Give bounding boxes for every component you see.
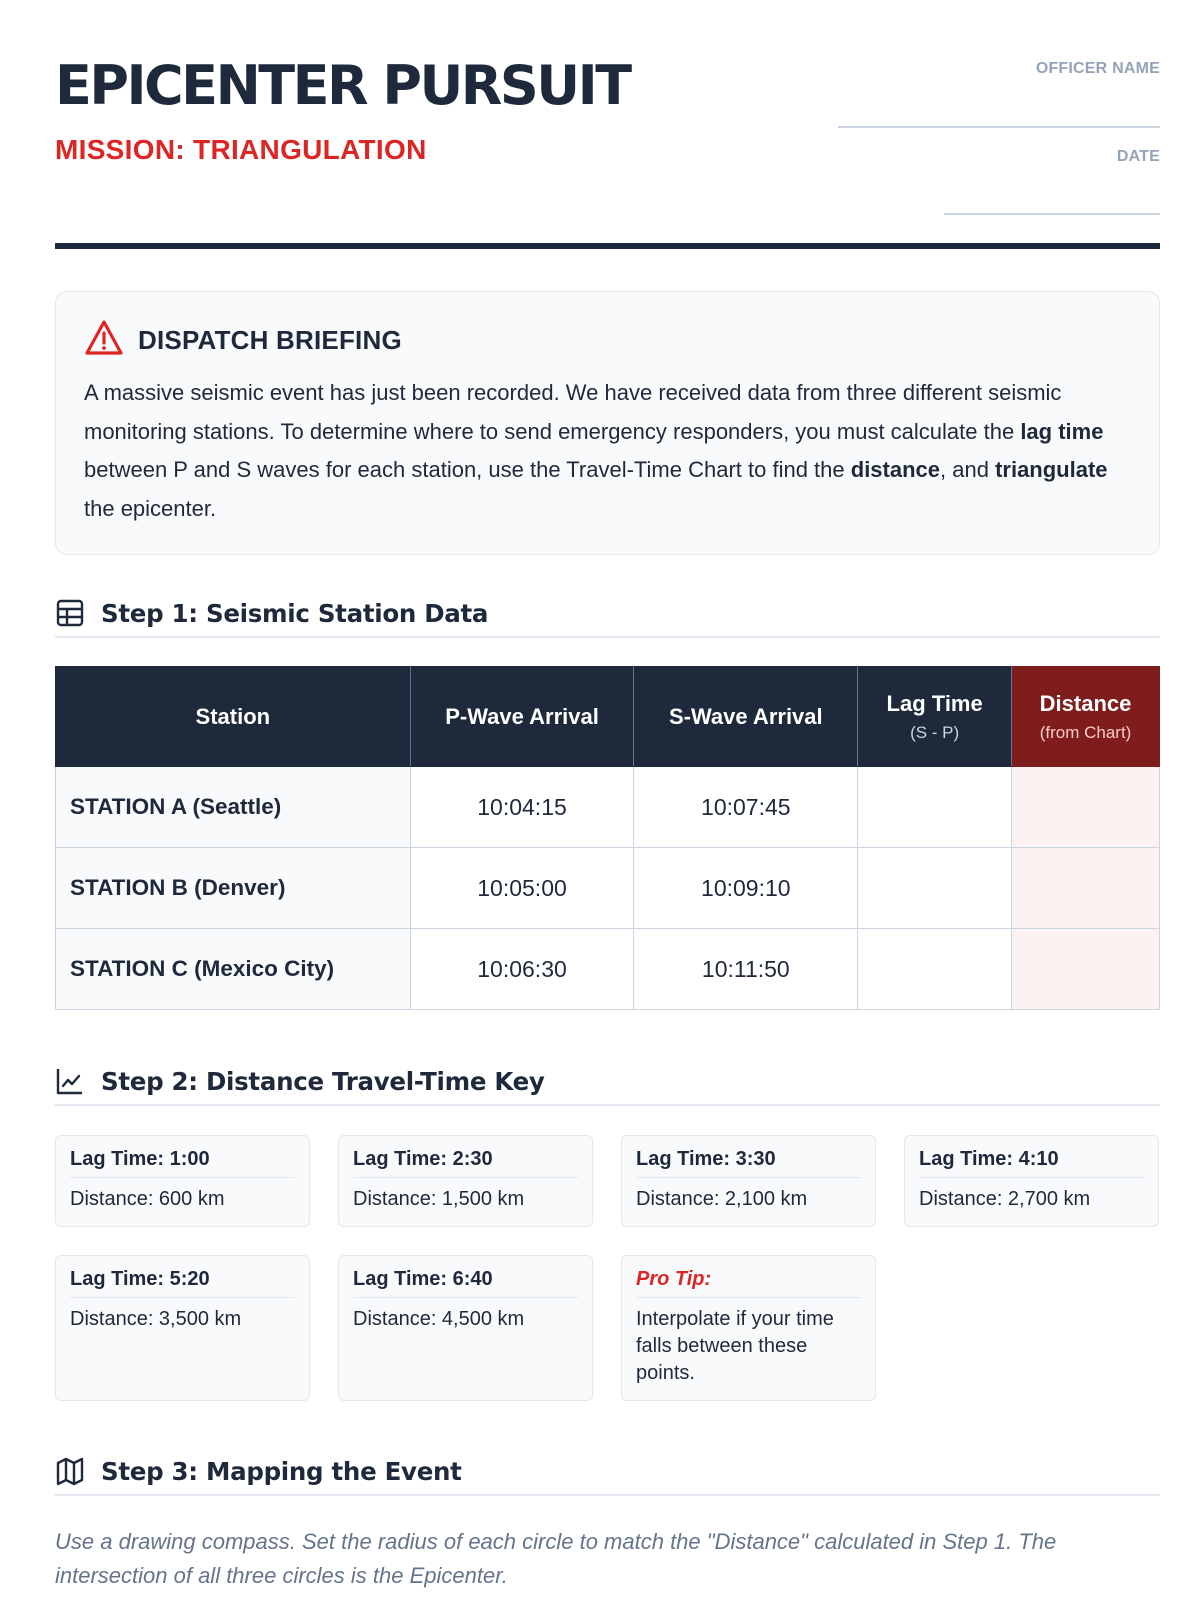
p-wave-cell: 10:04:15 — [410, 767, 634, 848]
date-label: DATE — [1116, 148, 1160, 165]
warning-triangle-icon — [84, 319, 124, 362]
s-wave-cell: 10:07:45 — [634, 767, 858, 848]
lag-time-answer-cell[interactable] — [858, 929, 1012, 1010]
key-card — [338, 1255, 593, 1401]
step3-title: Step 3: Mapping the Event — [101, 1456, 462, 1486]
station-name-cell: STATION A (Seattle) — [56, 767, 411, 848]
bold-triangulate: triangulate — [995, 457, 1108, 482]
folded-map-icon — [55, 1456, 85, 1486]
key-card-lag: Lag Time: 3:30 — [636, 1148, 861, 1178]
table-header-row — [56, 667, 1160, 767]
briefing-text: A massive seismic event has just been recorded. We have received data from three different seismic monitoring stations. To determine where to send emergency responders, you must calculate the lag time between P and S waves for each station, use the Travel-Time Chart to find the distance, and triangulate the epicenter. — [84, 380, 1108, 521]
worksheet-header — [55, 0, 1160, 250]
mission-subtitle: MISSION: TRIANGULATION — [55, 134, 427, 165]
key-card-distance: Distance: 600 km — [70, 1188, 225, 1210]
station-data-table — [55, 666, 1160, 1010]
bold-lag-time: lag time — [1020, 418, 1104, 444]
table-row — [56, 848, 1160, 929]
table-row — [56, 767, 1160, 848]
distance-answer-cell[interactable] — [1012, 767, 1160, 848]
key-card — [55, 1255, 310, 1401]
key-card-lag: Lag Time: 4:10 — [919, 1148, 1144, 1178]
key-card — [338, 1135, 593, 1227]
officer-name-line — [838, 126, 1160, 128]
step3-heading — [55, 1448, 1160, 1496]
step2-title: Step 2: Distance Travel-Time Key — [101, 1066, 545, 1096]
pro-tip-text: Interpolate if your time falls between these points. — [636, 1308, 834, 1384]
lag-time-answer-cell[interactable] — [858, 767, 1012, 848]
key-card-lag: Lag Time: 1:00 — [70, 1148, 295, 1178]
distance-answer-cell[interactable] — [1012, 848, 1160, 929]
key-card-distance: Distance: 2,100 km — [636, 1188, 808, 1210]
column-header-s-wave: S-Wave Arrival — [634, 667, 858, 767]
s-wave-cell: 10:11:50 — [634, 929, 858, 1010]
page-title: EPICENTER PURSUIT — [55, 54, 630, 117]
line-chart-icon — [55, 1066, 85, 1096]
station-name-cell: STATION C (Mexico City) — [56, 929, 411, 1010]
lag-time-answer-cell[interactable] — [858, 848, 1012, 929]
pro-tip-title: Pro Tip: — [636, 1268, 861, 1298]
column-header-lag-time: Lag Time (S - P) — [858, 667, 1012, 767]
key-card — [55, 1135, 310, 1227]
date-line — [944, 213, 1160, 215]
worksheet-page — [55, 0, 1160, 1600]
step2-heading — [55, 1058, 1160, 1106]
key-card — [904, 1135, 1159, 1227]
s-wave-cell: 10:09:10 — [634, 848, 858, 929]
column-header-distance: Distance (from Chart) — [1012, 667, 1160, 767]
step1-title: Step 1: Seismic Station Data — [101, 598, 489, 628]
key-card-distance: Distance: 2,700 km — [919, 1188, 1091, 1210]
key-card-lag: Lag Time: 2:30 — [353, 1148, 578, 1178]
distance-answer-cell[interactable] — [1012, 929, 1160, 1010]
key-card-lag: Lag Time: 6:40 — [353, 1268, 578, 1298]
pro-tip-card — [621, 1255, 876, 1401]
dispatch-briefing-box — [55, 291, 1160, 555]
key-card-distance: Distance: 4,500 km — [353, 1308, 525, 1330]
p-wave-cell: 10:05:00 — [410, 848, 634, 929]
key-card-distance: Distance: 1,500 km — [353, 1188, 525, 1210]
table-row — [56, 929, 1160, 1010]
briefing-title: DISPATCH BRIEFING — [138, 324, 402, 355]
table-grid-icon — [55, 598, 85, 628]
mapping-instructions: Use a drawing compass. Set the radius of each circle to match the "Distance" calculated in Step 1. The intersection of all three circles is the Epicenter. — [55, 1529, 1057, 1588]
station-name-cell: STATION B (Denver) — [56, 848, 411, 929]
column-header-station: Station — [56, 667, 411, 767]
key-card — [621, 1135, 876, 1227]
p-wave-cell: 10:06:30 — [410, 929, 634, 1010]
key-card-distance: Distance: 3,500 km — [70, 1308, 242, 1330]
step1-heading — [55, 590, 1160, 638]
column-header-p-wave: P-Wave Arrival — [410, 667, 634, 767]
bold-distance: distance — [850, 457, 941, 482]
key-card-lag: Lag Time: 5:20 — [70, 1268, 295, 1298]
header-divider — [55, 243, 1160, 249]
officer-name-label: OFFICER NAME — [1035, 60, 1160, 77]
briefing-header — [84, 320, 1131, 360]
